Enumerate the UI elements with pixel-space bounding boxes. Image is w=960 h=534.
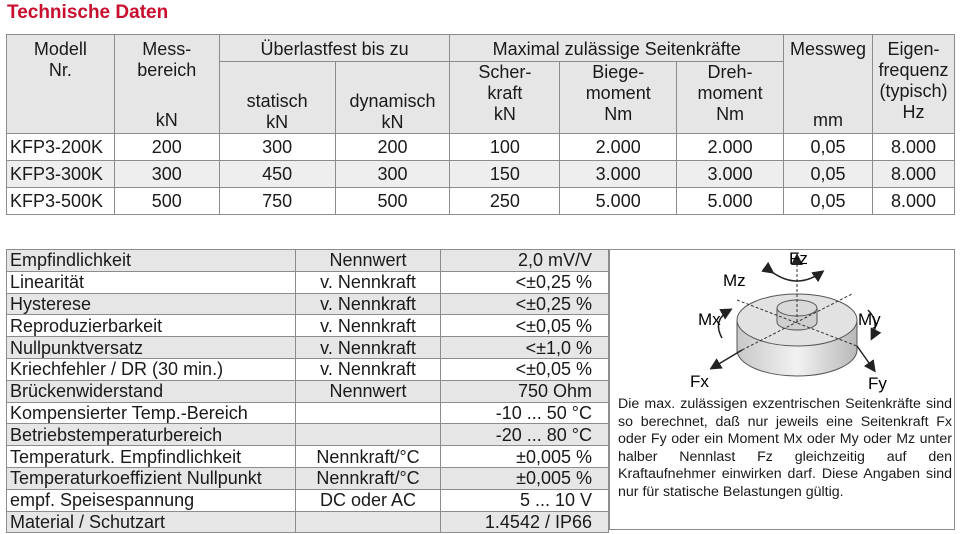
spec-row [7,489,609,511]
table-cell: 250 [450,188,560,215]
spec-condition: v. Nennkraft [295,315,441,337]
spec-row [7,293,609,315]
table-cell: 3.000 [677,161,784,188]
spec-condition: DC oder AC [295,489,441,511]
spec-condition [295,402,441,424]
spec-label: Linearität [7,271,296,293]
header-modell: Modell Nr. [7,35,115,134]
spec-label: Reproduzierbarkeit [7,315,296,337]
spec-condition: v. Nennkraft [295,293,441,315]
table-cell: 100 [450,134,560,161]
spec-value: 2,0 mV/V [441,250,609,272]
note-text: Die max. zulässigen exzentrischen Seitenkräfte sind so berechnet, daß nur jeweils eine Seitenkraft Fx oder Fy oder ein Moment Mx oder My oder Mz unter halber Nennlast Fz gleichzeitig auf den Kraftaufnehmer einwirken darf. Diese Angaben sind nur für statische Belastungen gültig. [618,396,952,500]
spec-value: <±0,05 % [441,358,609,380]
spec-value: <±0,25 % [441,271,609,293]
spec-condition [295,511,441,533]
spec-row [7,402,609,424]
model-cell: KFP3-300K [7,161,115,188]
table-cell: 8.000 [872,188,954,215]
spec-value: 5 ... 10 V [441,489,609,511]
table-row [7,134,955,161]
table-cell: 450 [219,161,335,188]
spec-label: Temperaturkoeffizient Nullpunkt [7,467,296,489]
label-fz: Fz [789,250,808,268]
header-scherkraft: Scher- kraft kN [450,62,560,134]
spec-row [7,337,609,359]
table-cell: 8.000 [872,161,954,188]
table-cell: 0,05 [784,161,873,188]
header-messbereich-unit: kN [155,110,178,130]
label-fx: Fx [690,372,709,391]
header-seitenkraefte: Maximal zulässige Seitenkräfte [450,35,784,62]
label-mz: Mz [723,271,746,290]
spec-condition: Nennkraft/°C [295,446,441,468]
spec-value: 1.4542 / IP66 [441,511,609,533]
table-cell: 0,05 [784,188,873,215]
header-statisch: statisch kN [219,62,335,134]
table-row [7,188,955,215]
table-cell: 2.000 [677,134,784,161]
spec-row [7,446,609,468]
table-cell: 200 [114,134,219,161]
table-cell: 300 [114,161,219,188]
header-ueberlast: Überlastfest bis zu [219,35,450,62]
spec-row [7,271,609,293]
header-dynamisch: dynamisch kN [335,62,450,134]
spec-label: Material / Schutzart [7,511,296,533]
spec-label: empf. Speisespannung [7,489,296,511]
header-messweg: Messweg mm [784,35,873,134]
table-cell: 200 [335,134,450,161]
spec-row [7,315,609,337]
spec-value: -10 ... 50 °C [441,402,609,424]
spec-label: Kriechfehler / DR (30 min.) [7,358,296,380]
spec-table [6,249,609,533]
table-cell: 500 [114,188,219,215]
header-messbereich: Mess- bereich kN [114,35,219,134]
spec-row [7,250,609,272]
spec-row [7,467,609,489]
page-title: Technische Daten [7,2,169,23]
spec-value: <±0,05 % [441,315,609,337]
force-diagram [682,250,902,398]
table-cell: 2.000 [560,134,677,161]
header-messweg-unit: mm [812,110,843,130]
spec-label: Temperaturk. Empfindlichkeit [7,446,296,468]
spec-value: ±0,005 % [441,467,609,489]
header-drehmoment: Dreh- moment Nm [677,62,784,134]
spec-label: Kompensierter Temp.-Bereich [7,402,296,424]
spec-condition [295,424,441,446]
model-cell: KFP3-500K [7,188,115,215]
header-eigenfrequenz: Eigen- frequenz (typisch) Hz [872,35,954,134]
note-box [609,249,955,530]
spec-label: Nullpunktversatz [7,337,296,359]
model-cell: KFP3-200K [7,134,115,161]
table-cell: 750 [219,188,335,215]
spec-value: <±0,25 % [441,293,609,315]
spec-condition: Nennwert [295,250,441,272]
label-fy: Fy [868,374,887,393]
table-row [7,161,955,188]
spec-row [7,424,609,446]
table-cell: 500 [335,188,450,215]
spec-row [7,511,609,533]
spec-value: ±0,005 % [441,446,609,468]
table-cell: 8.000 [872,134,954,161]
spec-label: Hysterese [7,293,296,315]
model-table [6,34,955,215]
spec-row [7,358,609,380]
spec-condition: Nennkraft/°C [295,467,441,489]
spec-value: 750 Ohm [441,380,609,402]
table-cell: 5.000 [677,188,784,215]
spec-row [7,380,609,402]
spec-value: <±1,0 % [441,337,609,359]
spec-condition: v. Nennkraft [295,271,441,293]
table-cell: 0,05 [784,134,873,161]
header-biegemoment: Biege- moment Nm [560,62,677,134]
table-cell: 150 [450,161,560,188]
label-my: My [858,310,881,329]
label-mx: Mx [698,310,721,329]
spec-label: Empfindlichkeit [7,250,296,272]
table-cell: 5.000 [560,188,677,215]
spec-condition: v. Nennkraft [295,358,441,380]
spec-condition: v. Nennkraft [295,337,441,359]
table-cell: 300 [335,161,450,188]
table-cell: 3.000 [560,161,677,188]
table-cell: 300 [219,134,335,161]
spec-condition: Nennwert [295,380,441,402]
spec-value: -20 ... 80 °C [441,424,609,446]
spec-label: Brückenwiderstand [7,380,296,402]
spec-label: Betriebstemperaturbereich [7,424,296,446]
